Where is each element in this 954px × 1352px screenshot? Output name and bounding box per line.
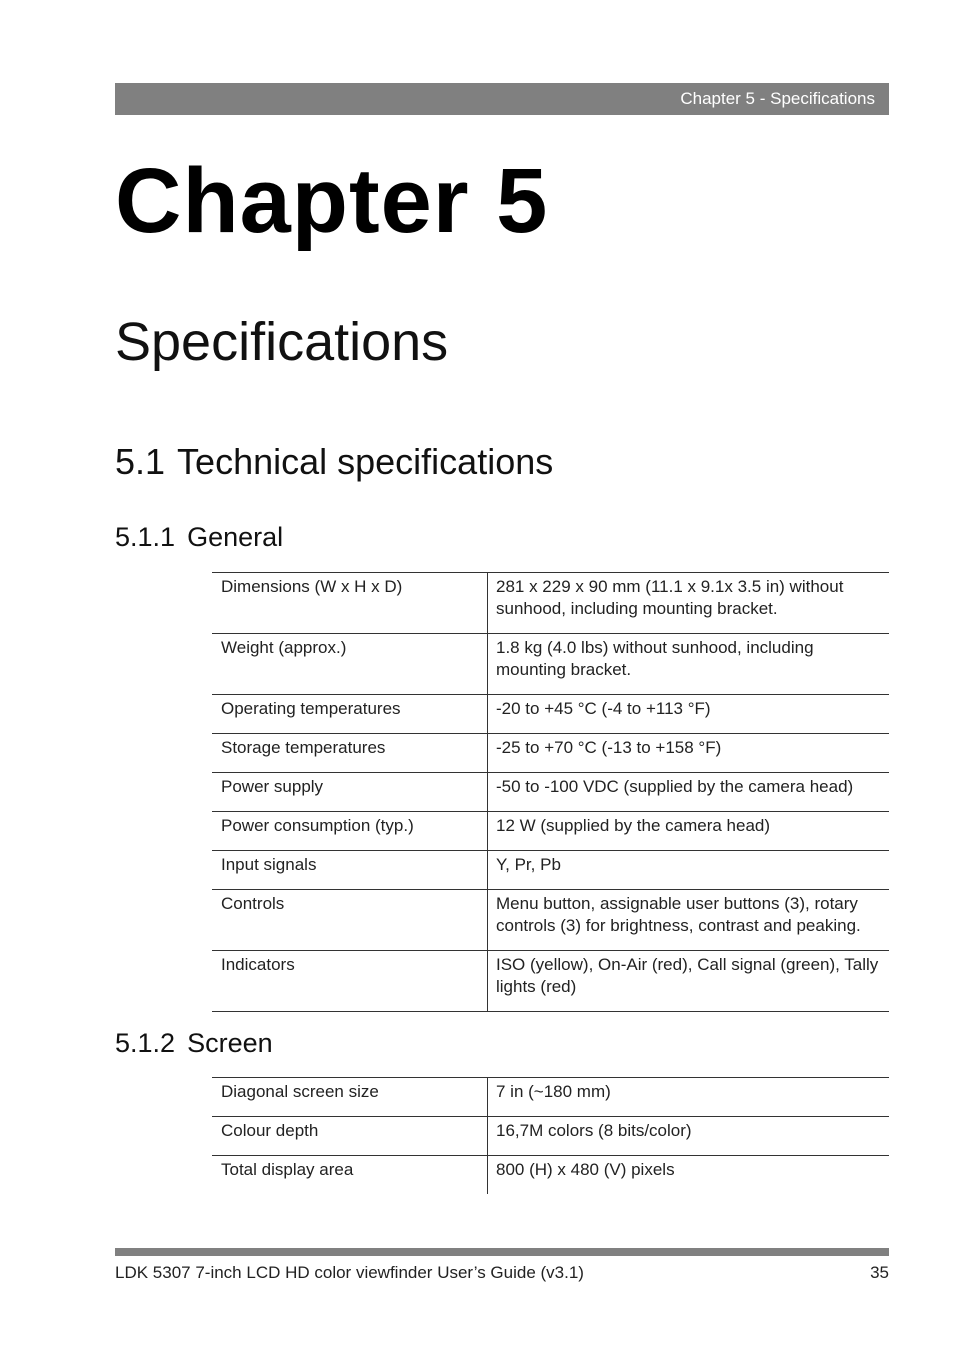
spec-value: 281 x 229 x 90 mm (11.1 x 9.1x 3.5 in) without sunhood, including mounting bracket.	[488, 573, 890, 634]
table-row	[212, 851, 889, 890]
subsection-heading-general	[115, 520, 283, 554]
spec-key: Power supply	[212, 773, 488, 812]
table-row	[212, 1117, 889, 1156]
running-header-title: Chapter 5 - Specifications	[680, 89, 875, 108]
spec-key: Diagonal screen size	[212, 1078, 488, 1117]
spec-key: Power consumption (typ.)	[212, 812, 488, 851]
spec-key: Dimensions (W x H x D)	[212, 573, 488, 634]
spec-key: Storage temperatures	[212, 734, 488, 773]
page-number: 35	[870, 1263, 889, 1282]
table-row	[212, 1078, 889, 1117]
screen-spec-table	[212, 1077, 889, 1194]
chapter-number: Chapter 5	[115, 150, 549, 252]
spec-value: -50 to -100 VDC (supplied by the camera head)	[488, 773, 890, 812]
spec-key: Indicators	[212, 951, 488, 1012]
subsection-heading-screen	[115, 1026, 273, 1060]
spec-key: Total display area	[212, 1156, 488, 1195]
subsection-title: General	[187, 522, 284, 552]
table-row	[212, 634, 889, 695]
spec-key: Weight (approx.)	[212, 634, 488, 695]
table-row	[212, 573, 889, 634]
running-header	[115, 83, 889, 115]
table-row	[212, 695, 889, 734]
spec-value: -20 to +45 °C (-4 to +113 °F)	[488, 695, 890, 734]
spec-value: 12 W (supplied by the camera head)	[488, 812, 890, 851]
spec-value: 7 in (~180 mm)	[488, 1078, 890, 1117]
spec-value: Menu button, assignable user buttons (3), rotary controls (3) for brightness, contrast and peaking.	[488, 890, 890, 951]
table-row	[212, 1156, 889, 1195]
spec-value: 1.8 kg (4.0 lbs) without sunhood, including mounting bracket.	[488, 634, 890, 695]
table-row	[212, 951, 889, 1012]
spec-key: Operating temperatures	[212, 695, 488, 734]
table-row	[212, 773, 889, 812]
spec-key: Input signals	[212, 851, 488, 890]
general-spec-table	[212, 572, 889, 1012]
subsection-number: 5.1.1	[115, 522, 176, 552]
section-number: 5.1	[115, 441, 166, 482]
section-title: Technical specifications	[177, 441, 554, 482]
spec-value: Y, Pr, Pb	[488, 851, 890, 890]
subsection-title: Screen	[187, 1028, 273, 1058]
spec-value: ISO (yellow), On-Air (red), Call signal (green), Tally lights (red)	[488, 951, 890, 1012]
chapter-title: Specifications	[115, 312, 449, 372]
subsection-number: 5.1.2	[115, 1028, 176, 1058]
spec-key: Controls	[212, 890, 488, 951]
footer-document-title: LDK 5307 7-inch LCD HD color viewfinder User’s Guide (v3.1)	[115, 1263, 584, 1282]
section-heading	[115, 440, 553, 484]
spec-value: 800 (H) x 480 (V) pixels	[488, 1156, 890, 1195]
spec-key: Colour depth	[212, 1117, 488, 1156]
table-row	[212, 890, 889, 951]
spec-value: -25 to +70 °C (-13 to +158 °F)	[488, 734, 890, 773]
table-row	[212, 734, 889, 773]
footer-rule	[115, 1248, 889, 1256]
spec-value: 16,7M colors (8 bits/color)	[488, 1117, 890, 1156]
table-row	[212, 812, 889, 851]
